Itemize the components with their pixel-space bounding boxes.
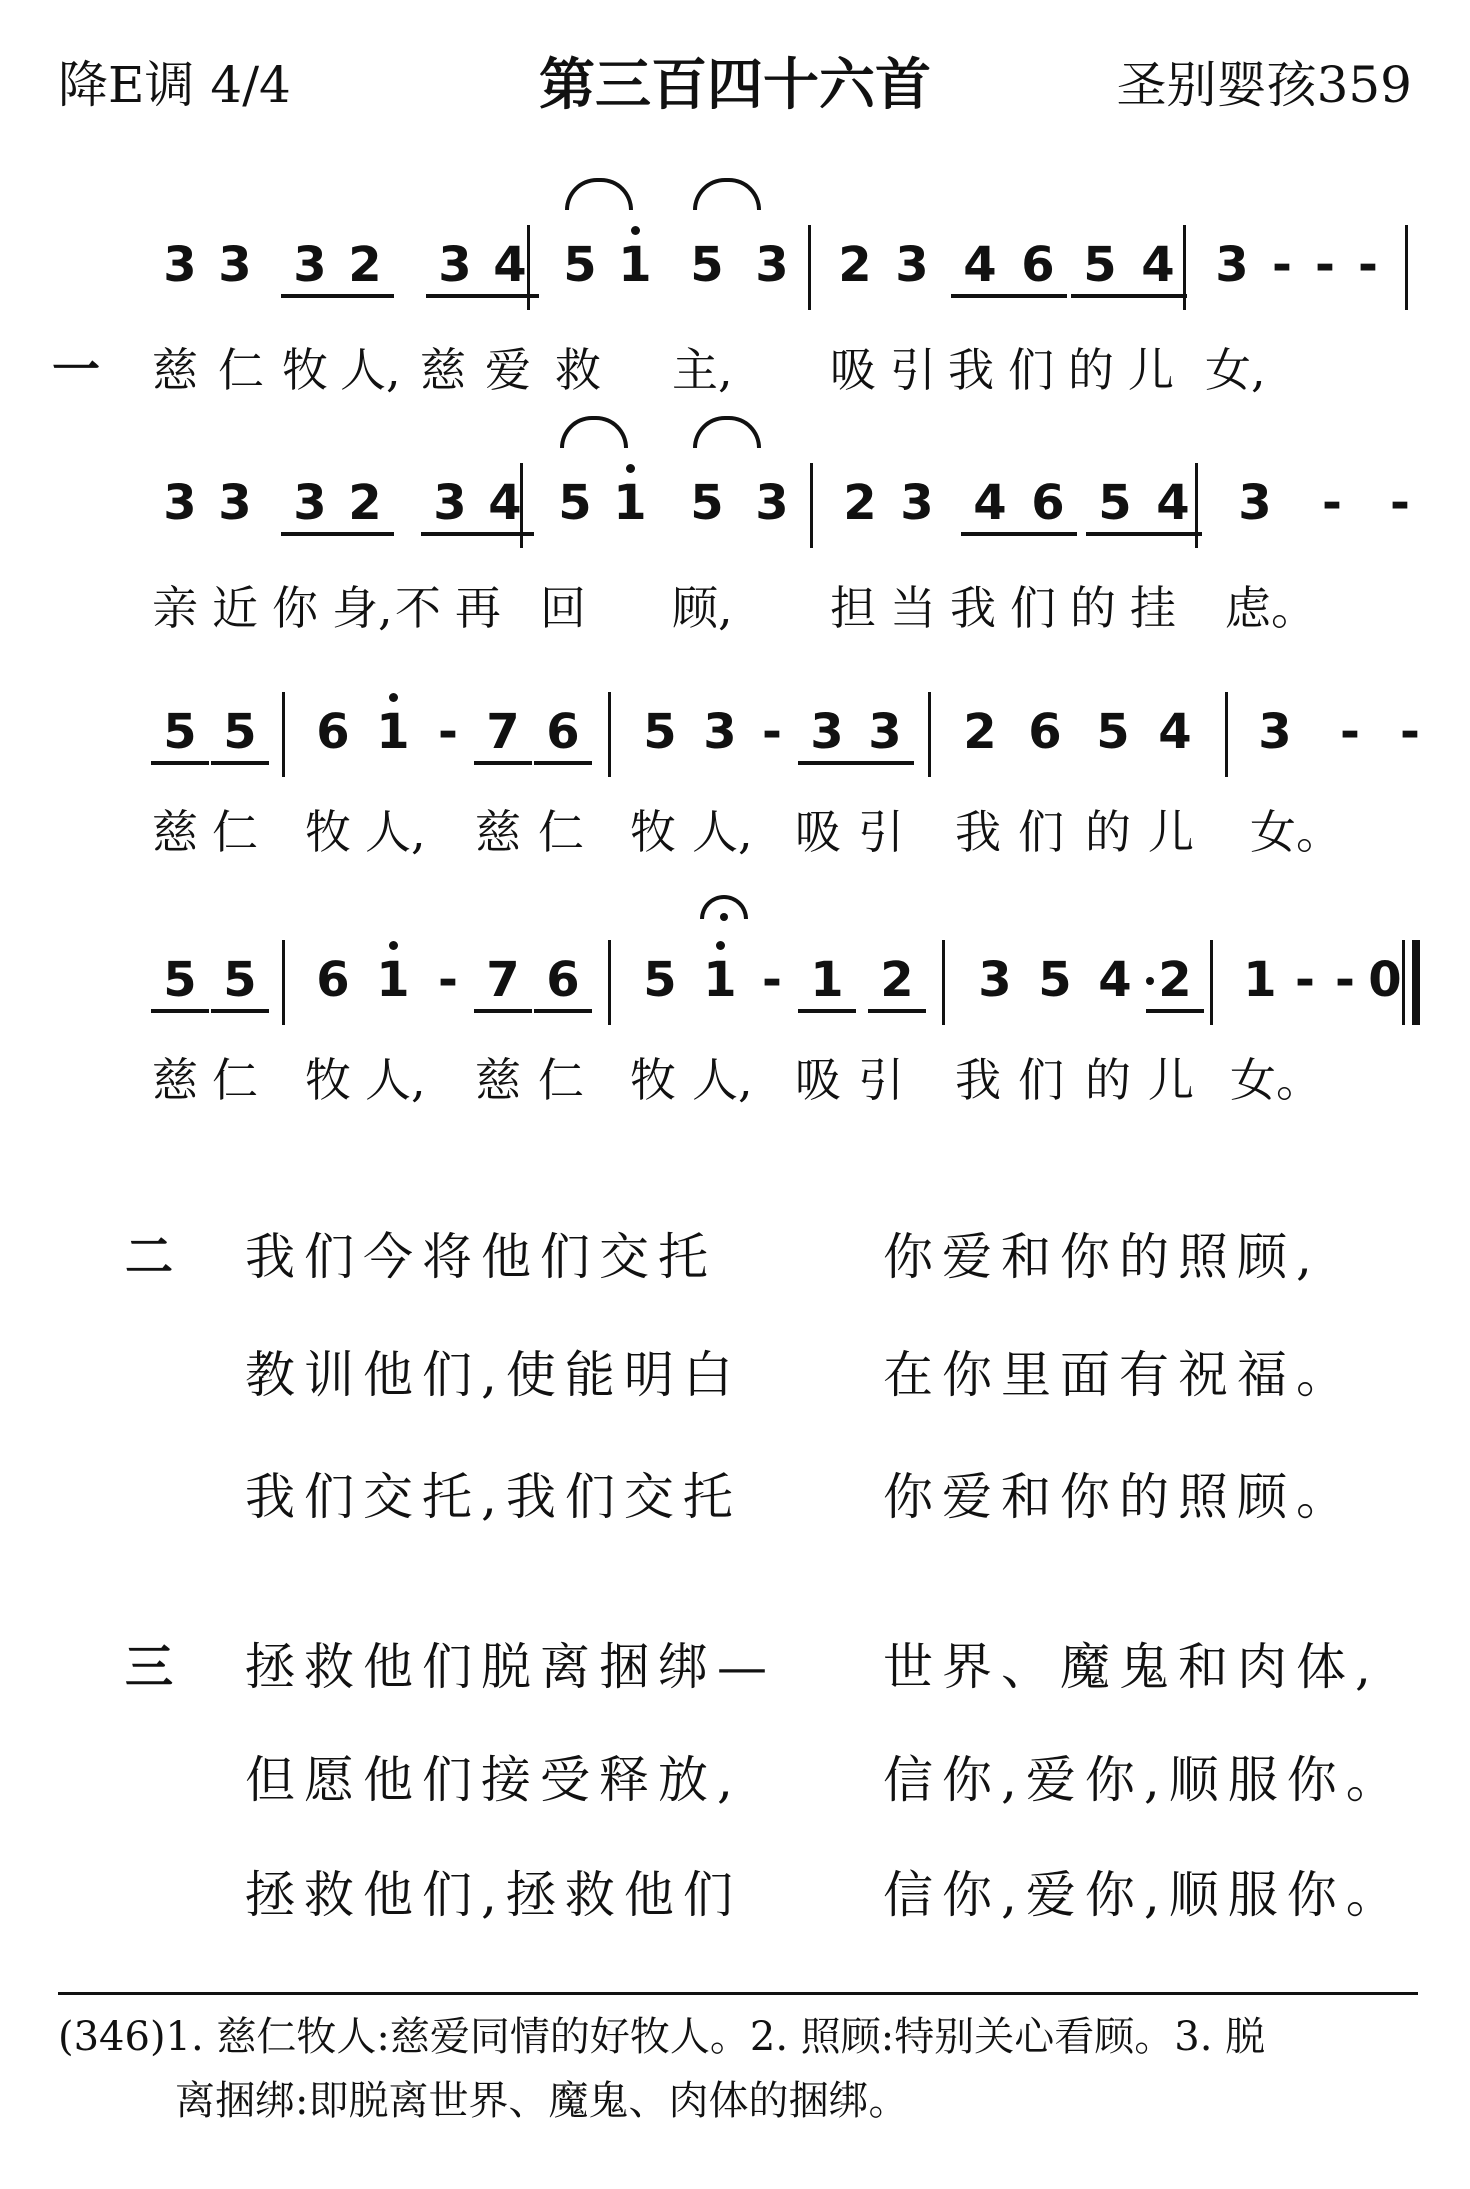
- note: 6: [1013, 468, 1083, 538]
- note: 4: [1080, 945, 1150, 1015]
- note: 3: [218, 475, 252, 531]
- note: 1: [358, 945, 428, 1015]
- lyric-char: 的: [1085, 805, 1131, 859]
- verse2-line-3-second-half: 你爱和你的照顾。: [883, 1468, 1355, 1526]
- lyric-char: 仁: [538, 805, 584, 859]
- lyric-char: 们: [1010, 581, 1056, 635]
- note: 2: [330, 230, 400, 300]
- note: 2: [330, 468, 400, 538]
- note: -: [1340, 704, 1360, 760]
- score-row-1: [0, 230, 1470, 310]
- lyric-char: 我: [955, 1053, 1001, 1107]
- note: 3: [275, 468, 345, 538]
- fermata: [700, 895, 748, 919]
- note: 3: [415, 468, 485, 538]
- note: 2: [963, 704, 997, 760]
- barline: [942, 940, 945, 1025]
- verse2-line-3: [245, 1462, 1445, 1532]
- note: 1: [600, 230, 670, 300]
- note: 4: [475, 230, 545, 300]
- verse-number-1: 一: [52, 342, 101, 398]
- note: 3: [978, 952, 1012, 1008]
- lyric-char: 你: [272, 581, 318, 635]
- key-signature: 降E调 4/4: [58, 56, 291, 114]
- note: 3: [850, 697, 920, 767]
- note: -: [1335, 952, 1355, 1008]
- note: 5: [145, 945, 215, 1015]
- lyric-char: 我: [955, 805, 1001, 859]
- note: 6: [528, 945, 598, 1015]
- verse3-line-3-second-half: 信你,爱你,顺服你。: [883, 1866, 1405, 1924]
- lyric-char: 慈: [152, 343, 198, 397]
- verse-number-3: 三: [125, 1639, 174, 1695]
- note: 5: [690, 237, 724, 293]
- lyric-char: 的: [1085, 1053, 1131, 1107]
- lyric-char: 担: [830, 581, 876, 635]
- note: -: [1295, 952, 1315, 1008]
- lyric-char: 的: [1068, 343, 1114, 397]
- lyric-char: 慈: [475, 805, 521, 859]
- lyric-row-3: [0, 797, 1470, 877]
- note: -: [1358, 237, 1378, 293]
- note: 4: [1123, 230, 1193, 300]
- lyric-char: 吸: [795, 805, 841, 859]
- note: 1: [595, 468, 665, 538]
- note: 3: [218, 237, 252, 293]
- note: 1: [358, 697, 428, 767]
- lyric-char: 慈: [420, 343, 466, 397]
- note: -: [762, 704, 782, 760]
- note: 1: [792, 945, 862, 1015]
- lyric-char: 引: [858, 1053, 904, 1107]
- note: 3: [1258, 704, 1292, 760]
- note: 4: [945, 230, 1015, 300]
- note: 3: [275, 230, 345, 300]
- note: 3: [792, 697, 862, 767]
- lyric-char: 亲: [152, 581, 198, 635]
- note: -: [1390, 475, 1410, 531]
- note: 2: [843, 475, 877, 531]
- note: 5: [1096, 704, 1130, 760]
- note: 5: [205, 945, 275, 1015]
- lyric-char: 主,: [672, 343, 733, 397]
- footnote-line-1: (346)1. 慈仁牧人:慈爱同情的好牧人。2. 照顾:特别关心看顾。3. 脱: [58, 2014, 1266, 2060]
- lyric-char: 慈: [152, 1053, 198, 1107]
- lyric-char: 引: [890, 343, 936, 397]
- barline: [520, 463, 523, 548]
- note: 6: [1028, 704, 1062, 760]
- barline: [808, 225, 811, 310]
- lyric-char: 们: [1018, 805, 1064, 859]
- note: 1: [1243, 952, 1277, 1008]
- note: 5: [643, 952, 677, 1008]
- barline: [1195, 463, 1198, 548]
- score-row-4: [0, 945, 1470, 1025]
- barline: [608, 692, 611, 777]
- lyric-row-2: [0, 573, 1470, 653]
- lyric-char: 近: [212, 581, 258, 635]
- lyric-char: 挂: [1130, 581, 1176, 635]
- note: 7: [468, 697, 538, 767]
- verse2-line-1-second-half: 你爱和你的照顾,: [883, 1228, 1321, 1286]
- barline: [282, 940, 285, 1025]
- note: 1: [685, 945, 755, 1015]
- verse3-line-2-second-half: 信你,爱你,顺服你。: [883, 1751, 1405, 1809]
- score-row-2: [0, 468, 1470, 548]
- lyric-char: 女。: [1250, 805, 1342, 859]
- barline: [282, 692, 285, 777]
- lyric-char: 们: [1008, 343, 1054, 397]
- note: 5: [1038, 952, 1072, 1008]
- footnote-line-2: 离捆绑:即脱离世界、魔鬼、肉体的捆绑。: [175, 2078, 909, 2124]
- note: 4: [1138, 468, 1208, 538]
- lyric-char: 牧: [305, 1053, 351, 1107]
- barline: [810, 463, 813, 548]
- note: 5: [558, 475, 592, 531]
- tie: [693, 178, 761, 210]
- lyric-char: 身,: [332, 581, 393, 635]
- page-number: 359: [1316, 56, 1412, 114]
- lyric-char: 女,: [1205, 343, 1266, 397]
- lyric-char: 顾,: [672, 581, 733, 635]
- lyric-char: 的: [1070, 581, 1116, 635]
- lyric-char: 女。: [1230, 1053, 1322, 1107]
- barline: [928, 692, 931, 777]
- lyric-char: 慈: [475, 1053, 521, 1107]
- lyric-row-4: [0, 1045, 1470, 1125]
- note: 7: [468, 945, 538, 1015]
- lyric-char: 人,: [692, 805, 753, 859]
- note: -: [1272, 237, 1292, 293]
- note: 2: [1140, 945, 1210, 1015]
- tie: [693, 416, 761, 448]
- verse2-line-2-first-half: 教训他们,使能明白: [245, 1346, 742, 1404]
- note: -: [438, 704, 458, 760]
- verse3-line-2-first-half: 但愿他们接受释放,: [245, 1751, 742, 1809]
- lyric-char: 们: [1018, 1053, 1064, 1107]
- final-barline-thin: [1402, 940, 1405, 1025]
- note: 4: [955, 468, 1025, 538]
- lyric-char: 仁: [218, 343, 264, 397]
- note: 5: [690, 475, 724, 531]
- note: -: [438, 952, 458, 1008]
- verse3-line-2: [245, 1745, 1445, 1815]
- barline: [608, 940, 611, 1025]
- note: 5: [205, 697, 275, 767]
- lyric-char: 再: [455, 581, 501, 635]
- note: 3: [755, 475, 789, 531]
- lyric-char: 我: [948, 343, 994, 397]
- note: 6: [316, 704, 350, 760]
- note: 0: [1368, 952, 1402, 1008]
- lyric-char: 仁: [538, 1053, 584, 1107]
- note: 5: [643, 704, 677, 760]
- note: 2: [862, 945, 932, 1015]
- lyric-char: 儿: [1128, 343, 1174, 397]
- tie: [560, 416, 628, 448]
- lyric-char: 仁: [212, 1053, 258, 1107]
- lyric-char: 引: [858, 805, 904, 859]
- final-barline-thick: [1412, 940, 1420, 1025]
- note: 6: [316, 952, 350, 1008]
- lyric-row-1: [0, 335, 1470, 415]
- lyric-char: 儿: [1148, 1053, 1194, 1107]
- section-and-page: [1117, 55, 1412, 115]
- footnote-rule: [58, 1992, 1418, 1995]
- barline: [527, 225, 530, 310]
- lyric-char: 当: [890, 581, 936, 635]
- note: 3: [1238, 475, 1272, 531]
- lyric-char: 牧: [630, 1053, 676, 1107]
- note: -: [762, 952, 782, 1008]
- verse3-line-1-first-half: 拯救他们脱离捆绑—: [245, 1638, 776, 1696]
- verse2-line-1-first-half: 我们今将他们交托: [245, 1228, 717, 1286]
- lyric-char: 人,: [692, 1053, 753, 1107]
- note: -: [1400, 704, 1420, 760]
- note: 2: [838, 237, 872, 293]
- barline: [1225, 692, 1228, 777]
- barline: [1210, 940, 1213, 1025]
- note: 3: [900, 475, 934, 531]
- lyric-char: 爱: [485, 343, 531, 397]
- lyric-char: 虑。: [1225, 581, 1317, 635]
- lyric-char: 人,: [365, 805, 426, 859]
- lyric-char: 牧: [630, 805, 676, 859]
- note: 5: [1080, 468, 1150, 538]
- note: -: [1322, 475, 1342, 531]
- note: 3: [895, 237, 929, 293]
- score-row-3: [0, 697, 1470, 777]
- note: 5: [145, 697, 215, 767]
- lyric-char: 人,: [340, 343, 401, 397]
- lyric-char: 我: [950, 581, 996, 635]
- note: 3: [755, 237, 789, 293]
- lyric-char: 回: [540, 581, 586, 635]
- verse3-line-3: [245, 1860, 1445, 1930]
- note: 3: [420, 230, 490, 300]
- note: 3: [163, 237, 197, 293]
- lyric-char: 吸: [830, 343, 876, 397]
- verse2-line-1: [245, 1222, 1445, 1292]
- section-title: 圣别婴孩: [1116, 56, 1317, 114]
- lyric-char: 仁: [212, 805, 258, 859]
- barline: [1183, 225, 1186, 310]
- note: 3: [703, 704, 737, 760]
- tie: [565, 178, 633, 210]
- verse-number-2: 二: [125, 1229, 174, 1285]
- note: 3: [1215, 237, 1249, 293]
- lyric-char: 人,: [365, 1053, 426, 1107]
- hymn-title: 第三百四十六首: [539, 52, 931, 118]
- note: 4: [1158, 704, 1192, 760]
- note: 6: [1003, 230, 1073, 300]
- note: 3: [163, 475, 197, 531]
- lyric-char: 不: [395, 581, 441, 635]
- verse3-line-1-second-half: 世界、魔鬼和肉体,: [883, 1638, 1380, 1696]
- verse2-line-3-first-half: 我们交托,我们交托: [245, 1468, 742, 1526]
- note: 5: [563, 237, 597, 293]
- verse2-line-2-second-half: 在你里面有祝福。: [883, 1346, 1355, 1404]
- lyric-char: 吸: [795, 1053, 841, 1107]
- lyric-char: 慈: [152, 805, 198, 859]
- lyric-char: 儿: [1148, 805, 1194, 859]
- lyric-char: 牧: [305, 805, 351, 859]
- note: 6: [528, 697, 598, 767]
- barline: [1405, 225, 1408, 310]
- verse3-line-3-first-half: 拯救他们,拯救他们: [245, 1866, 742, 1924]
- verse3-line-1: [245, 1632, 1445, 1702]
- note: 5: [1065, 230, 1135, 300]
- note: -: [1315, 237, 1335, 293]
- lyric-char: 救: [555, 343, 601, 397]
- note: 4: [470, 468, 540, 538]
- verse2-line-2: [245, 1340, 1445, 1410]
- lyric-char: 牧: [282, 343, 328, 397]
